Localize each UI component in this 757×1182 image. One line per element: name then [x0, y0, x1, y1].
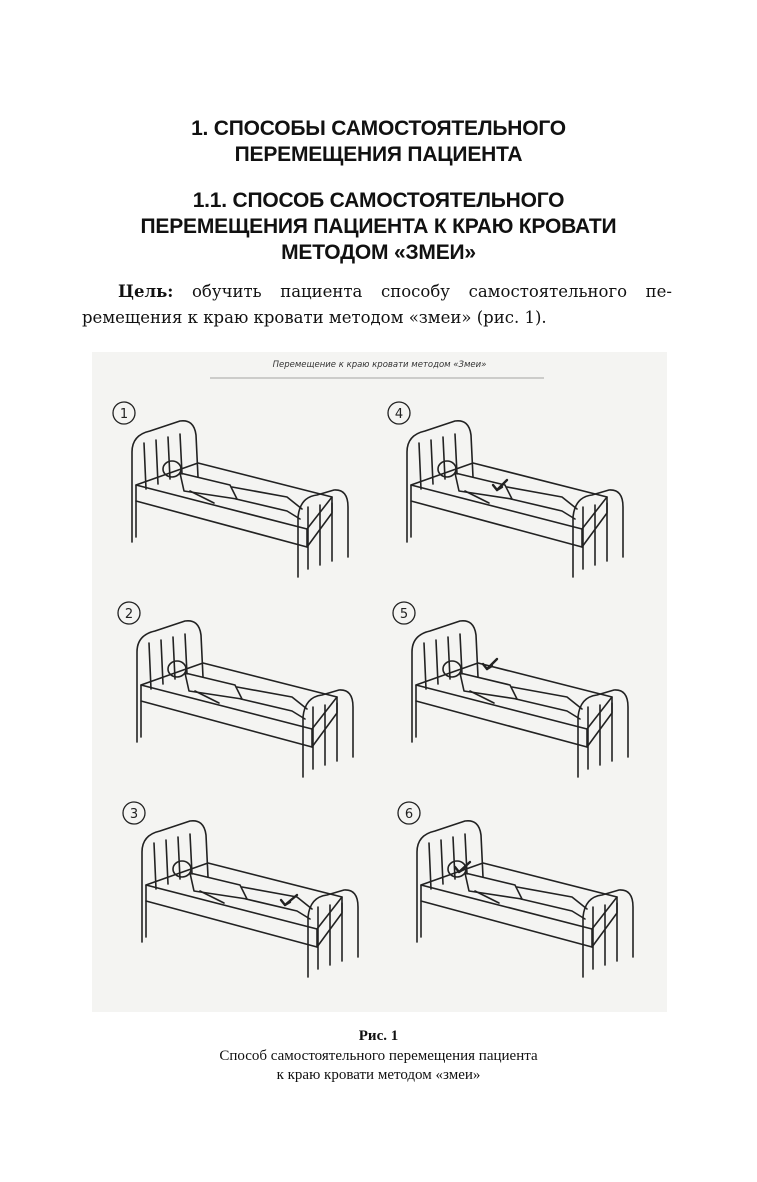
- figure-illustration: [92, 352, 667, 1012]
- goal-paragraph: [82, 279, 672, 331]
- goal-line-2: ремещения к краю кровати методом «змеи» (рис. 1).: [82, 308, 547, 327]
- goal-line-1: [82, 279, 672, 305]
- section-title-line: ПЕРЕМЕЩЕНИЯ ПАЦИЕНТА: [234, 143, 523, 166]
- caption-line-1: Способ самостоятельного перемещения пациента: [219, 1048, 538, 1064]
- bed-panel-2: [118, 602, 353, 777]
- step-number: 6: [404, 807, 414, 822]
- step-number: 3: [129, 807, 139, 822]
- caption-line-2: к краю кровати методом «змеи»: [276, 1067, 481, 1083]
- subsection-title-line: 1.1. СПОСОБ САМОСТОЯТЕЛЬНОГО: [192, 189, 565, 212]
- subsection-title-line: МЕТОДОМ «ЗМЕИ»: [281, 241, 476, 264]
- figure-snake-method: [92, 352, 667, 1012]
- bed-panel-5: [393, 602, 628, 777]
- section-title-line: 1. СПОСОБЫ САМОСТОЯТЕЛЬНОГО: [191, 117, 566, 140]
- bed-panel-3: [123, 802, 358, 977]
- subsection-title-line: ПЕРЕМЕЩЕНИЯ ПАЦИЕНТА К КРАЮ КРОВАТИ: [140, 215, 617, 238]
- figure-title: Перемещение к краю кровати методом «Змеи»: [272, 360, 487, 370]
- goal-label: Цель:: [118, 282, 174, 301]
- subsection-title: [0, 188, 757, 266]
- bed-panel-1: [113, 402, 348, 577]
- bed-panel-6: [398, 802, 633, 977]
- step-number: 1: [119, 407, 129, 422]
- step-number: 2: [124, 607, 134, 622]
- step-number: 5: [399, 607, 409, 622]
- goal-text-1: обучить пациента способу самостоятельного пе-: [173, 282, 672, 301]
- caption-title: Рис. 1: [358, 1028, 399, 1044]
- bed-panel-4: [388, 402, 623, 577]
- section-title: [0, 116, 757, 168]
- step-number: 4: [394, 407, 404, 422]
